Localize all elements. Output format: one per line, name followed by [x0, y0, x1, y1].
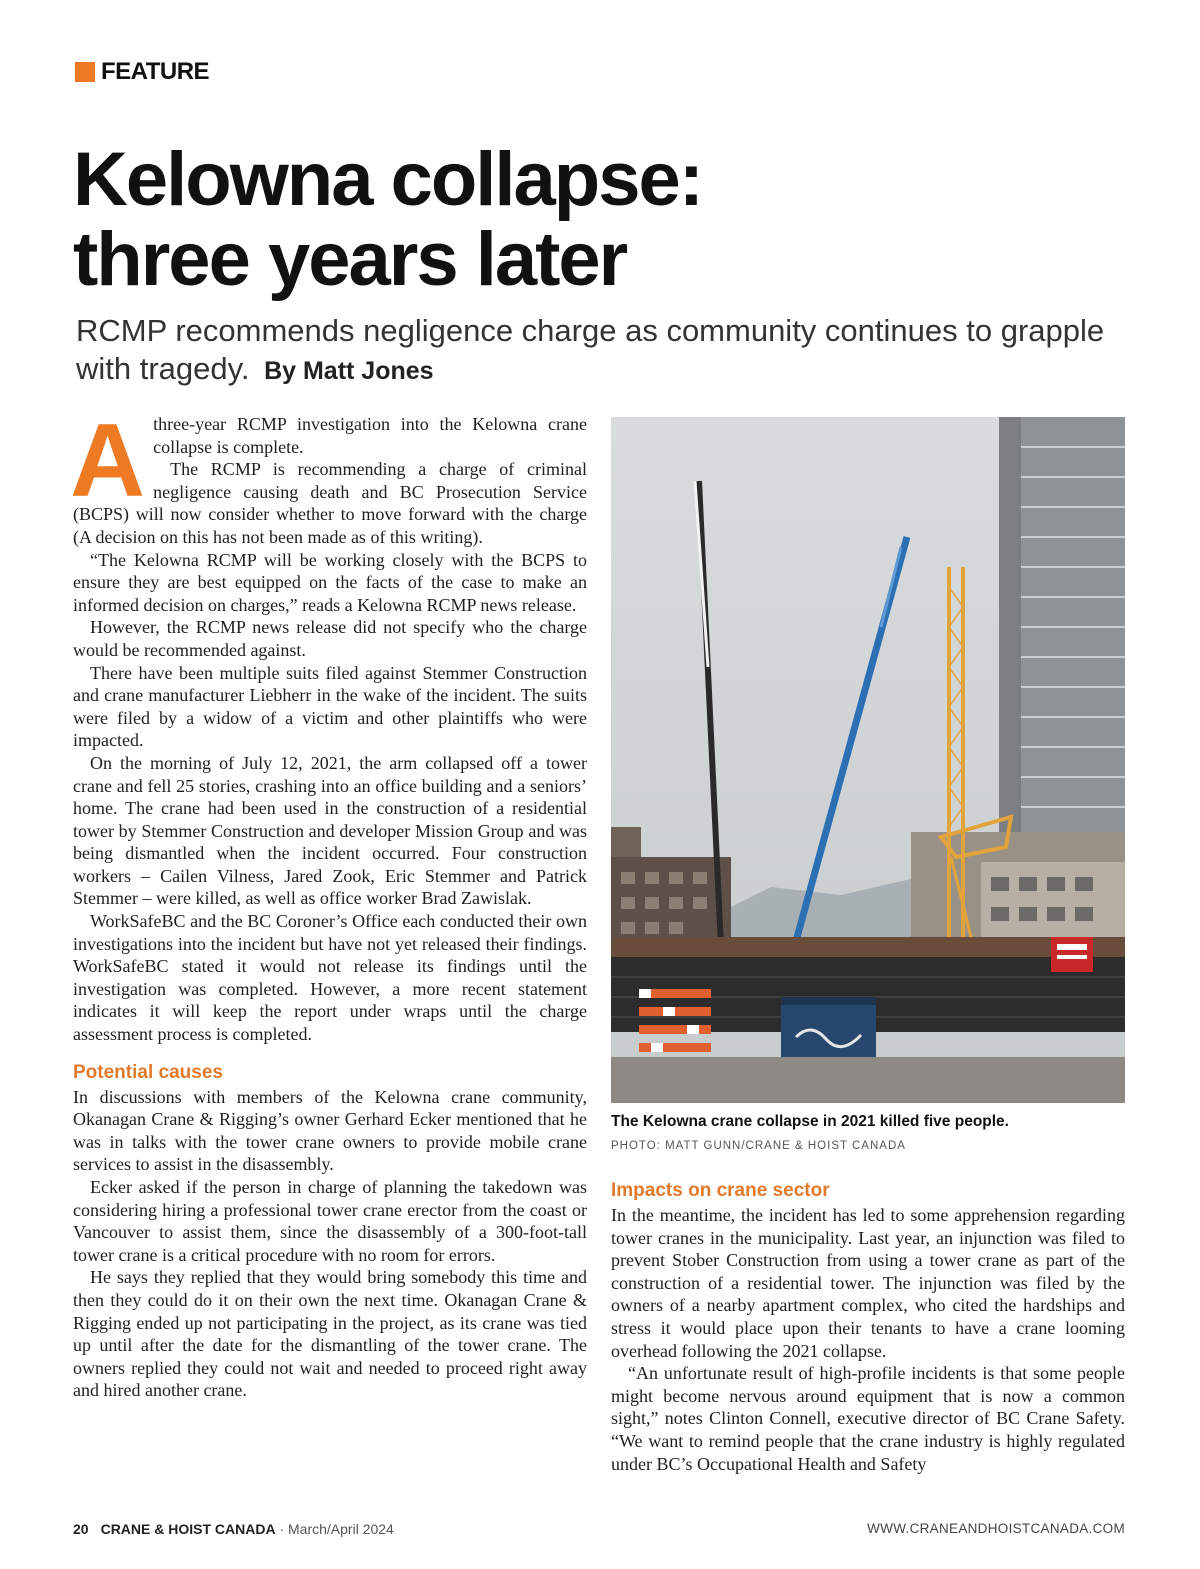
section-tag	[75, 58, 209, 86]
body-paragraph: The RCMP is recommending a charge of criminal negligence causing death and BC Prosecution Service (BCPS) will now consider whether to move forward with the charge (A decision on this has not been made as of this writing).	[73, 459, 587, 547]
magazine-name: CRANE & HOIST CANADA	[100, 1521, 276, 1537]
subhead-impacts: Impacts on crane sector	[611, 1180, 830, 1201]
body-paragraph: WorkSafeBC and the BC Coroner’s Office each conducted their own investigations into the incident but have not yet released their findings. WorkSafeBC stated it would not release its findings until the investigation was completed. However, a more recent statement indicates it will keep the report under wraps until the charge assessment process is completed.	[73, 911, 587, 1045]
body-paragraph: On the morning of July 12, 2021, the arm collapsed off a tower crane and fell 25 stories, crashing into an office building and a seniors’ home. The crane had been used in the construction of a residential tower by Stemmer Construction and developer Mission Group and was being dismantled when the incident occurred. Four construction workers – Cailen Vilness, Jared Zook, Eric Stemmer and Patrick Stemmer – were killed, as well as office worker Brad Zawislak.	[73, 752, 587, 909]
issue-date: · March/April 2024	[279, 1521, 394, 1537]
lead-text: three-year RCMP investigation into the Kelowna crane collapse is complete.	[153, 414, 587, 457]
body-paragraph: He says they replied that they would bring somebody this time and then they could do it on their own the next time. Okanagan Crane & Rigging ended up not participating in the project, as its crane was tied up until after the date for the dismantling of the tower crane. The owners replied they could not wait and needed to proceed right away and hired another crane.	[73, 1267, 587, 1401]
headline-line-1: Kelowna collapse:	[73, 137, 703, 222]
right-column	[611, 1180, 1125, 1475]
byline: By Matt Jones	[264, 357, 434, 385]
pavement-shape	[611, 1057, 1125, 1103]
headline-line-2: three years later	[73, 217, 627, 302]
deck-text: RCMP recommends negligence charge as community continues to grapple with tragedy.	[76, 313, 1105, 386]
body-paragraph: “An unfortunate result of high-profile incidents is that some people might become nervous around equipment that is now a common sight,” notes Clinton Connell, executive director of BC Crane Safety. “We want to remind people that the crane industry is highly regulated under BC’s Occupational Health and Safety	[611, 1363, 1125, 1474]
body-paragraph: In the meantime, the incident has led to some apprehension regarding tower cranes in the municipality. Last year, an injunction was filed to prevent Stober Construction from using a tower crane as part of the construction of a residential tower. The injunction was filed by the owners of a nearby apartment complex, who cited the hardships and stress it would place upon their tenants to have a crane looming overhead following the 2021 collapse.	[611, 1205, 1125, 1361]
body-paragraph: In discussions with members of the Kelowna crane community, Okanagan Crane & Rigging’s owner Gerhard Ecker mentioned that he was in talks with the tower crane owners to provide mobile crane services to assist in the disassembly.	[73, 1086, 587, 1175]
body-paragraph: There have been multiple suits filed against Stemmer Construction and crane manufacturer Liebherr in the wake of the incident. The suits were filed by a widow of a victim and other plaintiffs who were impacted.	[73, 662, 587, 751]
drop-cap: A	[70, 403, 146, 519]
page-number: 20	[73, 1521, 89, 1537]
article-headline	[73, 137, 1133, 302]
body-paragraph: Ecker asked if the person in charge of planning the takedown was considering hiring a professional tower crane erector from the coast or Vancouver to assist them, since the disassembly of a 300-foot-tall tower crane is a critical procedure with no room for errors.	[73, 1177, 587, 1265]
body-paragraph: “The Kelowna RCMP will be working closely with the BCPS to ensure they are best equipped on the facts of the case to make an informed decision on charges,” reads a Kelowna RCMP news release.	[73, 549, 587, 615]
body-paragraph: However, the RCMP news release did not specify who the charge would be recommended against.	[73, 617, 587, 660]
photo-caption: The Kelowna crane collapse in 2021 killed five people.	[611, 1113, 1009, 1130]
article-photo	[611, 417, 1125, 1103]
footer-left	[73, 1521, 394, 1537]
left-column	[70, 403, 587, 1402]
crane-collapse-photo	[611, 417, 1125, 1103]
footer-website: WWW.CRANEANDHOISTCANADA.COM	[867, 1521, 1125, 1536]
section-tag-label: FEATURE	[101, 58, 210, 85]
warning-sign-shape	[1051, 937, 1093, 972]
article-deck	[76, 312, 1116, 390]
dumpster-shape	[781, 997, 876, 1057]
photo-credit: PHOTO: MATT GUNN/CRANE & HOIST CANADA	[611, 1140, 906, 1152]
subhead-potential-causes: Potential causes	[73, 1061, 223, 1083]
section-tag-square	[75, 62, 95, 82]
